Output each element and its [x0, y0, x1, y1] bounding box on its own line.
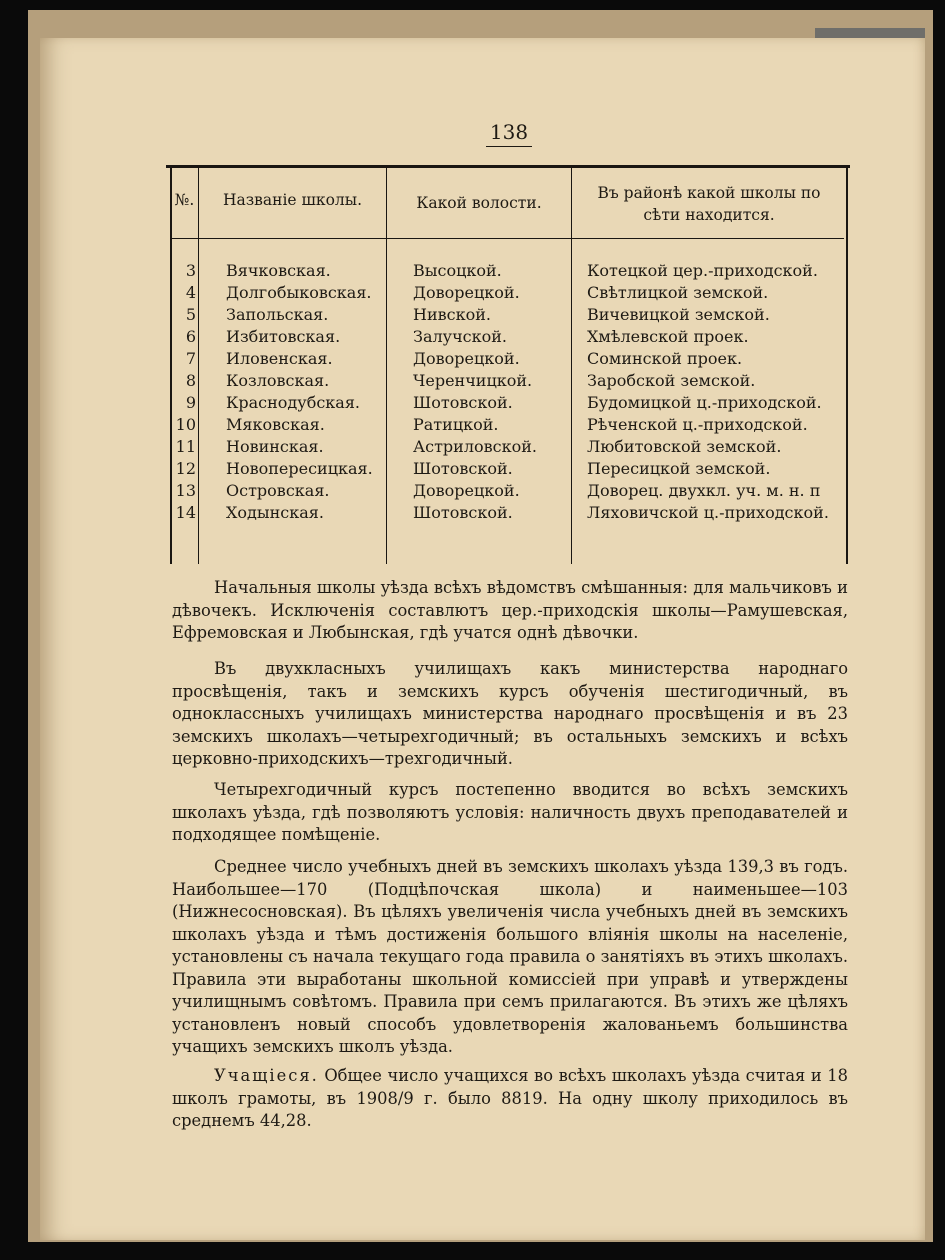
row-school-name: Иловенская.: [226, 349, 333, 368]
paragraph-students: [172, 1065, 848, 1133]
row-number: 9: [185, 393, 196, 412]
table-row: [170, 326, 850, 348]
students-section-label: Учащіеся.: [214, 1066, 319, 1085]
table-top-rule: [166, 165, 850, 168]
table-row: [170, 260, 850, 282]
paragraph-school-types: Начальныя школы уѣзда всѣхъ вѣдомствъ смѣшанныя: для мальчиковъ и дѣвочекъ. Исключенія составлютъ цер.-приходскія школы—Рамушевская, Ефремовская и Любынская, гдѣ учатся однѣ дѣвочки.: [172, 578, 848, 642]
row-volost: Астриловской.: [413, 437, 537, 456]
row-number: 13: [175, 481, 196, 500]
table-row: [170, 436, 850, 458]
row-school-name: Ходынская.: [226, 503, 324, 522]
row-district-school: Ляховичской ц.-приходской.: [587, 503, 829, 522]
row-volost: Высоцкой.: [413, 261, 502, 280]
row-district-school: Заробской земской.: [587, 371, 756, 390]
row-number: 6: [185, 327, 196, 346]
paragraph-school-days: Среднее число учебныхъ дней въ земскихъ школахъ уѣзда 139,3 въ годъ. Наибольшее—170 (Подцѣпочская школа) и наименьшее—103 (Нижнесосновская). Въ цѣляхъ увеличенія числа учебныхъ дней въ земскихъ школахъ уѣзда и тѣмъ достиженія большого вліянія школы на населеніе, установлены съ начала текущаго года правила о занятіяхъ въ этихъ школахъ. Правила эти выработаны школьной комиссіей при управѣ и утверждены училищнымъ совѣтомъ. Правила при семъ прилагаются. Въ этихъ же цѣляхъ установленъ новый способъ удовлетворенія жалованьемъ большинства учащихъ земскихъ школъ уѣзда.: [172, 857, 848, 1056]
paragraph-four-year-course: Четырехгодичный курсъ постепенно вводится во всѣхъ земскихъ школахъ уѣзда, гдѣ позволяютъ условія: наличность двухъ преподавателей и подходящее помѣщеніе.: [172, 780, 848, 844]
row-number: 7: [185, 349, 196, 368]
row-volost: Ратицкой.: [413, 415, 499, 434]
row-number: 10: [175, 415, 196, 434]
row-school-name: Мяковская.: [226, 415, 325, 434]
paragraph-course-length: Въ двухкласныхъ училищахъ какъ министерства народнаго просвѣщенія, такъ и земскихъ курсъ обученія шестигодичный, въ одноклассныхъ училищахъ министерства народнаго просвѣщенія и въ 23 земскихъ школахъ—четырехгодичный; въ остальныхъ земскихъ и всѣхъ церковно-приходскихъ—трехгодичный.: [172, 659, 848, 768]
header-district: [572, 182, 846, 226]
students-section-text: Общее число учащихся во всѣхъ школахъ уѣзда считая и 18 школъ грамоты, въ 1908/9 г. было 8819. На одну школу приходилось въ среднемъ 44,28.: [172, 1066, 848, 1130]
row-district-school: Доворец. двухкл. уч. м. н. п: [587, 481, 821, 500]
row-district-school: Будомицкой ц.-приходской.: [587, 393, 822, 412]
row-school-name: Козловская.: [226, 371, 330, 390]
row-volost: Шотовской.: [413, 393, 513, 412]
table-row: [170, 392, 850, 414]
row-number: 14: [175, 503, 196, 522]
row-number: 3: [185, 261, 196, 280]
row-volost: Нивской.: [413, 305, 491, 324]
header-district-line: сѣти находится.: [643, 206, 775, 224]
row-district-school: Котецкой цер.-приходской.: [587, 261, 818, 280]
row-volost: Доворецкой.: [413, 481, 520, 500]
row-school-name: Краснодубская.: [226, 393, 360, 412]
header-district-line: Въ районѣ какой школы по: [597, 184, 821, 202]
header-number: №.: [174, 191, 195, 209]
row-district-school: Любитовской земской.: [587, 437, 782, 456]
row-number: 12: [175, 459, 196, 478]
row-district-school: Вичевицкой земской.: [587, 305, 770, 324]
row-volost: Доворецкой.: [413, 349, 520, 368]
table-row: [170, 458, 850, 480]
row-volost: Черенчицкой.: [413, 371, 533, 390]
row-school-name: Долгобыковская.: [226, 283, 372, 302]
table-row: [170, 370, 850, 392]
table-row: [170, 502, 850, 524]
table-row: [170, 304, 850, 326]
row-district-school: Соминской проек.: [587, 349, 743, 368]
row-school-name: Вячковская.: [226, 261, 331, 280]
row-number: 11: [175, 437, 196, 456]
row-district-school: Рѣченской ц.-приходской.: [587, 415, 808, 434]
row-school-name: Новинская.: [226, 437, 324, 456]
table-row: [170, 282, 850, 304]
table-row: [170, 480, 850, 502]
row-volost: Залучской.: [413, 327, 508, 346]
row-school-name: Островская.: [226, 481, 330, 500]
header-volost: Какой волости.: [416, 194, 542, 212]
row-district-school: Хмѣлевской проек.: [587, 327, 749, 346]
row-volost: Доворецкой.: [413, 283, 520, 302]
row-number: 4: [185, 283, 196, 302]
row-school-name: Избитовская.: [226, 327, 341, 346]
row-volost: Шотовской.: [413, 459, 513, 478]
page-number-underline: [486, 146, 532, 147]
table-row: [170, 348, 850, 370]
row-school-name: Запольская.: [226, 305, 329, 324]
row-district-school: Свѣтлицкой земской.: [587, 283, 769, 302]
row-district-school: Пересицкой земской.: [587, 459, 771, 478]
header-school-name: Названіе школы.: [222, 191, 363, 209]
row-number: 8: [185, 371, 196, 390]
row-school-name: Новопересицкая.: [226, 459, 373, 478]
row-volost: Шотовской.: [413, 503, 513, 522]
row-number: 5: [185, 305, 196, 324]
table-header-rule: [172, 238, 844, 239]
table-row: [170, 414, 850, 436]
page-number: 138: [489, 120, 529, 144]
